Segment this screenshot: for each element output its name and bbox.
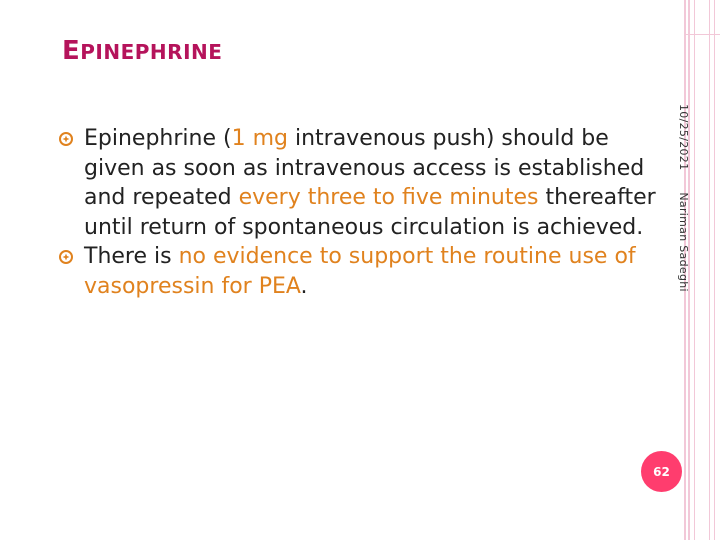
slide-date: 10/25/2021 <box>677 104 690 171</box>
bullet-item <box>58 242 658 301</box>
body-text: Epinephrine ( <box>84 126 232 151</box>
body-text: thereafter until return of spontaneous circulation is achieved. <box>84 185 656 240</box>
decorative-rail <box>714 0 715 540</box>
decorative-rail <box>709 0 710 540</box>
highlighted-text: no evidence to support the routine use of vasopressin for PEA <box>84 244 636 299</box>
footer-vertical <box>677 104 690 292</box>
open-circle-star-bullet-icon <box>58 249 74 265</box>
body-text: . <box>300 273 308 299</box>
slide-title <box>62 36 222 66</box>
body-text: intravenous push) should be given as soon as intravenous access is established and repeated <box>84 126 645 210</box>
title-initial: E <box>62 36 81 66</box>
body-text: There is <box>84 244 179 269</box>
slide-author: Nariman Sadeghi <box>677 192 690 292</box>
page-number-badge: 62 <box>641 451 682 492</box>
highlighted-text: every three to five minutes <box>238 185 539 210</box>
highlighted-text: 1 mg <box>231 126 288 151</box>
decorative-rail <box>694 0 695 540</box>
slide-body <box>58 124 658 301</box>
decorative-corner <box>684 0 720 35</box>
bullet-item <box>58 124 658 242</box>
open-circle-star-bullet-icon <box>58 131 74 147</box>
title-rest: PINEPHRINE <box>80 40 223 64</box>
